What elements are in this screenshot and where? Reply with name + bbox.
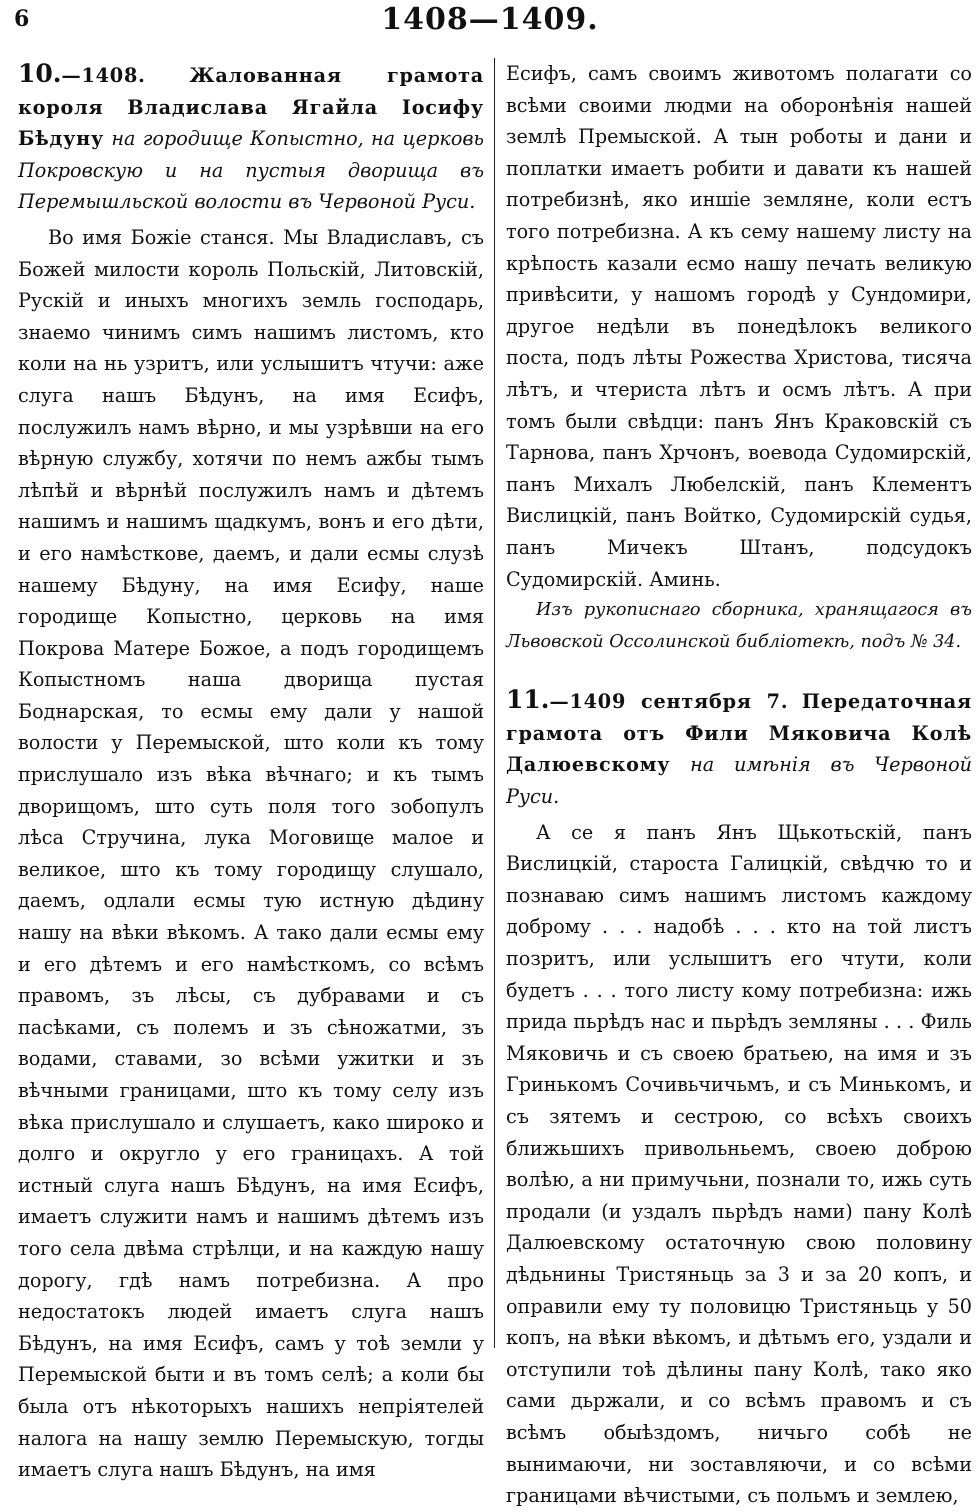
doc11-number: 11. [506, 685, 550, 715]
doc11-title-caps: Передаточная грамота отъ Фили Мяковича Колѣ Далюевскому [506, 690, 972, 777]
doc10-year: —1408. [61, 64, 146, 87]
doc10-title-caps: Жалованная грамота короля Владислава Ягайла Іосифу Бѣдуну [18, 64, 484, 151]
doc10-body: Во имя Божіе станся. Мы Владиславъ, съ Божей милости король Польскій, Литовскій, Рускій и иныхъ многихъ земль господарь, знаемо чинимъ симъ нашимъ листомъ, кто коли на нь узритъ, или услышитъ чтучи: аже слуга нашъ Бѣдунъ, на имя Есифъ, послужилъ намъ вѣрно, и мы узрѣвши на его вѣрную службу, хотячи по немъ ажбы тымъ лѣпѣй и вѣрнѣй послужилъ намъ и дѣтемъ нашимъ и нашимъ щадкумъ, вонъ и его дѣти, и его намѣсткове, даемъ, и дали есмы слузѣ нашему Бѣдуну, на имя Есифу, наше городище Копыстно, церковь на имя Покрова Матере Божое, а подъ городищемъ Копыстномъ наша дворища пустая Боднарская, то есмы ему дали у нашой волости у Перемыской, што коли къ тому прислушало изъ вѣка вѣчнаго; и къ тымъ дворищомъ, што суть поля того зобопулъ лѣса Стручина, лука Моговище малое и великое, што къ тому городищу слушало, даемъ, одлали есмы тую истную дѣдину нашу на вѣки вѣкомъ. А тако дали есмы ему и его дѣтемъ и его намѣсткомъ, со всѣмъ правомъ, зъ лѣсы, съ дубравами и съ пасѣками, съ полемъ и зъ сѣножатми, зъ водами, ставами, зо всѣми ужитки и зъ вѣчными границами, што къ тому селу изъ вѣка прислушало и слушаетъ, како широко и долго и округло у его границахъ. А той истный слуга нашъ Бѣдунъ, на имя Есифъ, имаетъ служити намъ и нашимъ дѣтемъ изъ того села двѣма стрѣлци, и на каждую нашу дорогу, гдѣ намъ потребизна. А про недостатокъ людей имаетъ слуга нашъ Бѣдунъ, на имя Есифъ, самъ у тоѣ земли у Перемыской быти и въ томъ селѣ; а коли бы была отъ нѣкоторыхъ нашихъ непріятелей налога на нашу землю Перемыскую, тогды имаетъ слуга нашъ Бѣдунъ, на имя [18, 225, 484, 1482]
left-column [18, 58, 484, 1482]
doc10-heading [18, 58, 484, 218]
doc10-number: 10. [18, 59, 62, 88]
page-number: 6 [14, 6, 30, 32]
right-column [506, 58, 972, 1508]
column-divider [494, 58, 495, 1348]
running-title: 1408—1409. [381, 2, 599, 37]
doc11-heading [506, 684, 972, 812]
doc11-date: —1409 сентября 7. [549, 690, 789, 714]
doc11-body: А се я панъ Янъ Щькотьскій, панъ Вислицкій, староста Галицкій, свѣдчю то и познаваю симъ нашимъ листомъ каждому доброму . . . надобѣ . . . кто на той листъ позритъ, или услышитъ его чтути, коли будетъ . . . того листу кому потребизна: ижь прида пьрѣдъ нас и пьрѣдъ земляны . . . Филь Мяковичь и съ своею братьею, на имя и зъ Гринькомъ Сочивьчичьмъ, и съ Минькомъ, и съ зятемъ и сестрою, со всѣхъ своихъ ближьшихъ привольньемъ, своею доброю волѣю, а ни примучьни, познали то, ижь суть продали (и уздалъ пьрѣдъ нами) пану Колѣ Далюевскому остаточную свою половину дѣдьнины Тристяньць за 3 и за 20 копъ, и оправили ему ту половицю Тристяньць у 50 копъ, на вѣки вѣкомъ, и дѣтьмъ его, уздали и отступили тоѣ дѣлины пану Колѣ, тако яко сами дьржали, и со всѣмъ правомъ и съ всѣмъ обыѣздомъ, ничьго собѣ не вынимаючи, ни зоставляючи, и со всѣми границами вѣчистыми, съ польмъ и землею, [506, 820, 972, 1508]
source-note: Изъ рукописнаго сборника, хранящагося въ Львовской Оссолинской библіотекѣ, подъ № 34. [506, 600, 972, 652]
doc10-body-continued: Есифъ, самъ своимъ животомъ полагати со всѣми своими людми на оборонѣнія нашей землѣ Премыской. А тын роботы и дани и поплатки имаетъ робити и давати къ нашей потребизнѣ, яко иншіе земляне, коли естъ того потребизна. А къ сему нашему листу на крѣпость казали есмо нашу печать великую привѣсити, у нашомъ городѣ у Сундомири, другое недѣли въ понедѣлокъ великого поста, подъ лѣты Рожества Христова, тисяча лѣтъ, и чтериста лѣтъ и осмъ лѣтъ. А при томъ были свѣдци: панъ Янъ Краковскій съ Тарнова, панъ Хрчонъ, воевода Судомирскій, панъ Михалъ Любелскій, панъ Клементъ Вислицкій, панъ Войтко, Судомирскій судья, панъ Мичекъ Штанъ, подсудокъ Судомирскій. Аминь. [506, 62, 972, 591]
doc11-title-italic: на имѣнія въ Червоной Руси. [506, 753, 972, 809]
doc10-title-italic: на городище Копыстно, на церковь Покровскую и на пустыя дворища въ Перемышльской волости въ Червоной Руси. [18, 127, 484, 214]
section-gap [506, 658, 972, 684]
